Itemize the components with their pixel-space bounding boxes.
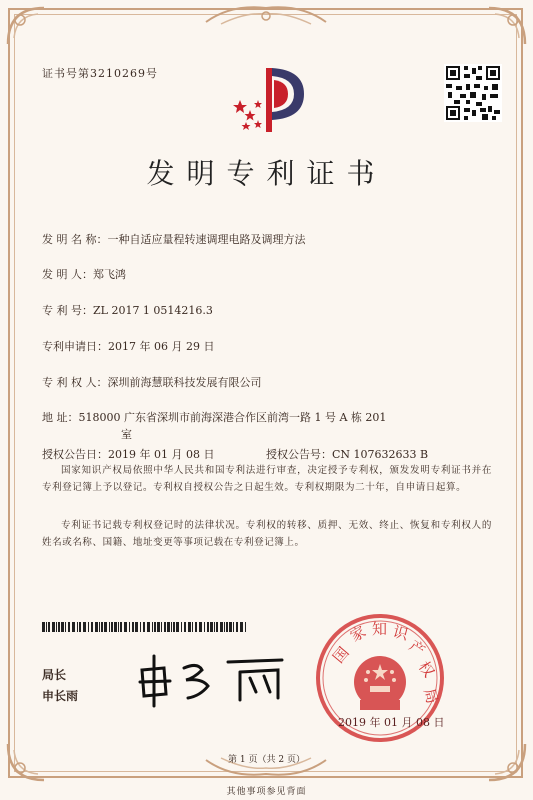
patent-office-logo-icon (226, 60, 308, 140)
grant-number-field (266, 446, 428, 462)
svg-text:识: 识 (390, 622, 411, 644)
address-label: 地 址： (42, 411, 79, 424)
address-value-line2: 室 (121, 428, 132, 441)
patentee-label: 专 利 权 人： (42, 376, 108, 389)
corner-ornament-top-left (4, 4, 64, 64)
qr-code-icon (444, 64, 502, 122)
page-number: 第 1 页（共 2 页） (228, 755, 305, 765)
patent-number-label: 专 利 号： (42, 304, 93, 317)
corner-ornament-top-right (469, 4, 529, 64)
invention-name-field (42, 231, 306, 247)
grant-number-label: 授权公告号： (266, 448, 332, 461)
seal-date: 2019 年 01 月 08 日 (338, 716, 445, 729)
patentee-value: 深圳前海慧联科技发展有限公司 (107, 376, 262, 389)
invention-name-value: 一种自适应量程转速调理电路及调理方法 (107, 233, 306, 246)
patentee-field (42, 374, 262, 390)
invention-name-label: 发 明 名 称： (42, 233, 108, 246)
address-value-line1: 518000 广东省深圳市前海深港合作区前湾一路 1 号 A 栋 201 (78, 411, 387, 424)
signatory-title: 局长 (42, 668, 67, 682)
filing-date-label: 专利申请日： (42, 340, 108, 353)
svg-text:局: 局 (420, 686, 442, 706)
top-ornament (196, 2, 336, 30)
inventor-value: 郑飞鸿 (93, 268, 126, 281)
patent-number-field (42, 302, 213, 318)
footer-note: 其他事项参见背面 (226, 787, 307, 797)
patent-number-value: ZL 2017 1 0514216.3 (93, 304, 213, 317)
address-field (42, 409, 386, 425)
barcode-icon (42, 622, 246, 632)
grant-date-value: 2019 年 01 月 08 日 (108, 448, 215, 461)
grant-date-label: 授权公告日： (42, 448, 108, 461)
inventor-field (42, 266, 126, 282)
svg-text:知: 知 (372, 620, 388, 638)
svg-text:家: 家 (347, 622, 370, 646)
certificate-paragraph-1: 国家知识产权局依照中华人民共和国专利法进行审查，决定授予专利权，颁发发明专利证书并在专利登记簿上予以登记。专利权自授权公告之日起生效。专利权期限为二十年，自申请日起算。 (42, 465, 492, 493)
svg-text:产: 产 (405, 636, 429, 660)
handwritten-signature-icon (132, 648, 302, 710)
svg-text:权: 权 (414, 657, 439, 681)
grant-number-value: CN 107632633 B (332, 448, 429, 461)
svg-text:国: 国 (329, 643, 353, 667)
grant-date-field (42, 446, 214, 462)
inventor-label: 发 明 人： (42, 268, 93, 281)
filing-date-field (42, 338, 214, 354)
certificate-title: 发明专利证书 (146, 157, 387, 190)
certificate-paragraph-2: 专利证书记载专利权登记时的法律状况。专利权的转移、质押、无效、终止、恢复和专利权人的姓名或名称、国籍、地址变更等事项记载在专利登记簿上。 (42, 520, 492, 548)
signatory-name: 申长雨 (42, 689, 79, 703)
certificate-number: 证书号第3210269号 (42, 67, 158, 80)
filing-date-value: 2017 年 06 月 29 日 (108, 340, 215, 353)
